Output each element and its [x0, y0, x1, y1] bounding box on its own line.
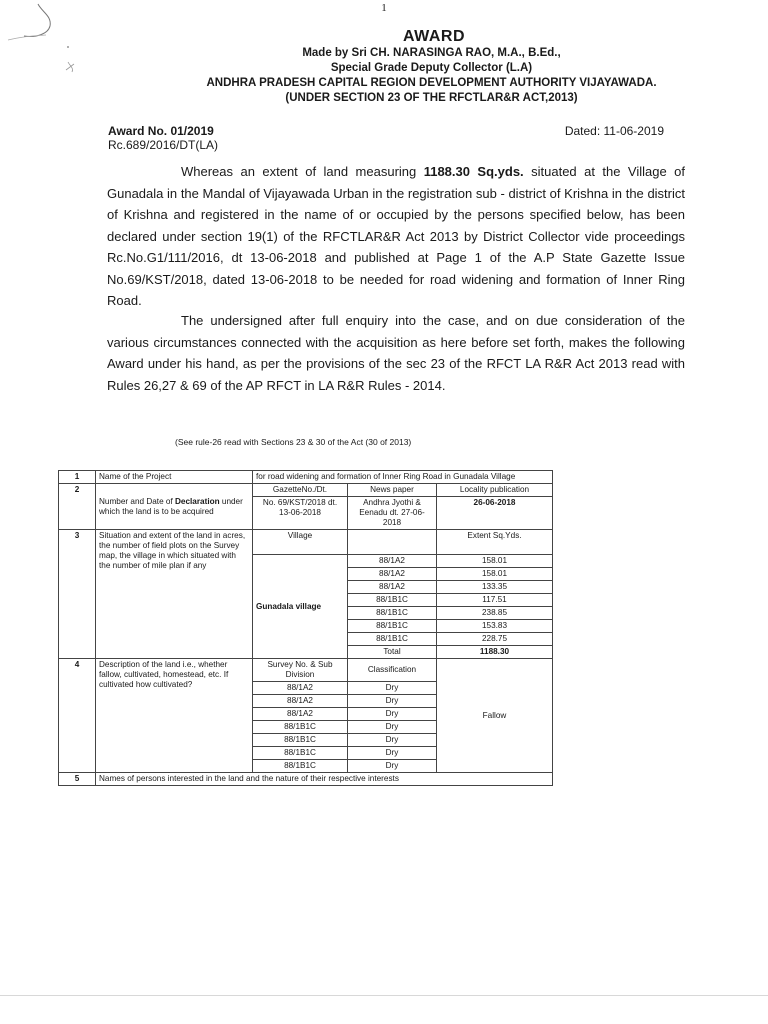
total-extent: 1188.30	[437, 646, 553, 659]
column-header: GazetteNo./Dt.	[253, 484, 348, 497]
table-row	[59, 659, 553, 682]
header-line-officer: Made by Sri CH. NARASINGA RAO, M.A., B.Ed.,	[302, 47, 561, 59]
table-row	[59, 773, 553, 786]
extent-value: 228.75	[437, 633, 553, 646]
row-label	[96, 484, 253, 530]
extent-value: 238.85	[437, 607, 553, 620]
classification: Dry	[348, 734, 437, 747]
row-number: 1	[59, 471, 96, 484]
column-header: Classification	[348, 659, 437, 682]
award-number: Award No. 01/2019	[108, 124, 214, 138]
paragraph-whereas	[107, 161, 685, 312]
reference-number: Rc.689/2016/DT(LA)	[108, 138, 219, 152]
award-details-table	[58, 470, 553, 786]
project-name: for road widening and formation of Inner Ring Road in Gunadala Village	[253, 471, 553, 484]
header-line-designation: Special Grade Deputy Collector (L.A)	[330, 62, 533, 74]
extent-value: 153.83	[437, 620, 553, 633]
survey-number: 88/1A2	[253, 682, 348, 695]
survey-number: 88/1B1C	[253, 760, 348, 773]
blank-cell	[348, 530, 437, 555]
land-status: Fallow	[437, 659, 553, 773]
survey-number: 88/1A2	[253, 708, 348, 721]
label-declaration: Declaration	[175, 496, 220, 506]
row-number: 3	[59, 530, 96, 659]
survey-number: 88/1A2	[348, 581, 437, 594]
column-header: Survey No. & Sub Division	[253, 659, 348, 682]
column-header: News paper	[348, 484, 437, 497]
extent-value: 133.35	[437, 581, 553, 594]
p1-extent: 1188.30 Sq.yds.	[423, 164, 524, 179]
row-number: 4	[59, 659, 96, 773]
classification: Dry	[348, 760, 437, 773]
survey-number: 88/1A2	[253, 695, 348, 708]
survey-number: 88/1B1C	[348, 594, 437, 607]
locality-date: 26-06-2018	[437, 497, 553, 530]
row-number: 5	[59, 773, 96, 786]
rule-note: (See rule-26 read with Sections 23 & 30 of the Act (30 of 2013)	[175, 437, 412, 447]
p1-lead: Whereas an extent of land measuring	[181, 164, 424, 179]
row-label: Description of the land i.e., whether fallow, cultivated, homestead, etc. If cultivated how cultivated?	[96, 659, 253, 773]
page-number: 1	[381, 2, 387, 14]
award-date: Dated: 11-06-2019	[564, 124, 664, 138]
extent-value: 158.01	[437, 555, 553, 568]
document-title: AWARD	[402, 28, 466, 45]
row-number: 2	[59, 484, 96, 530]
award-meta	[108, 124, 664, 152]
total-label: Total	[348, 646, 437, 659]
row-label: Name of the Project	[96, 471, 253, 484]
header-line-authority: ANDHRA PRADESH CAPITAL REGION DEVELOPMENT AUTHORITY VIJAYAWADA.	[206, 77, 657, 89]
survey-number: 88/1A2	[348, 555, 437, 568]
table-row	[59, 530, 553, 555]
newspaper-value: Andhra Jyothi & Eenadu dt. 27-06-2018	[348, 497, 437, 530]
column-header: Locality publication	[437, 484, 553, 497]
scan-edge-divider	[0, 995, 768, 996]
survey-number: 88/1B1C	[348, 633, 437, 646]
gazette-value: No. 69/KST/2018 dt. 13-06-2018	[253, 497, 348, 530]
label-part: Number and Date of	[99, 496, 176, 506]
header-line-section: (UNDER SECTION 23 OF THE RFCTLAR&R ACT,2013)	[285, 92, 578, 104]
survey-number: 88/1B1C	[253, 734, 348, 747]
extent-value: 158.01	[437, 568, 553, 581]
classification: Dry	[348, 747, 437, 760]
classification: Dry	[348, 721, 437, 734]
column-header: Extent Sq.Yds.	[437, 530, 553, 555]
survey-number: 88/1B1C	[348, 607, 437, 620]
column-header: Village	[253, 530, 348, 555]
classification: Dry	[348, 682, 437, 695]
survey-number: 88/1B1C	[253, 747, 348, 760]
survey-number: 88/1B1C	[253, 721, 348, 734]
village-name: Gunadala village	[253, 555, 348, 659]
p1-rest: situated at the Village of Gunadala in the Mandal of Vijayawada Urban in the registration sub - district of Krishna in the district of Krishna and registered in the name of or occupied by the persons specified below, has been declared under section 19(1) of the RFCTLAR&R Act 2013 by District Collector vide proceedings Rc.No.G1/111/2016, dt 13-06-2018 and published at Page 1 of the A.P State Gazette Issue No.69/KST/2018, dated 13-06-2018 to be needed for road widening and formation of Inner Ring Road.	[107, 164, 685, 308]
table-row	[59, 471, 553, 484]
classification: Dry	[348, 708, 437, 721]
extent-value: 117.51	[437, 594, 553, 607]
row-label: Names of persons interested in the land and the nature of their respective interests	[96, 773, 553, 786]
classification: Dry	[348, 695, 437, 708]
survey-number: 88/1B1C	[348, 620, 437, 633]
paragraph-undersigned: The undersigned after full enquiry into the case, and on due consideration of the various circumstances connected with the acquisition as here before set forth, makes the following Award under his hand, as per the provisions of the sec 23 of the RFCT LA R&R Act 2013 read with Rules 26,27 & 69 of the AP RFCT in LA R&R Rules - 2014.	[107, 313, 685, 393]
award-header	[0, 28, 768, 106]
row-label: Situation and extent of the land in acres, the number of field plots on the Survey map, the village in which situated with the number of mile plan if any	[96, 530, 253, 659]
label-part: under which the land is to be acquired	[99, 496, 243, 516]
table-row	[59, 484, 553, 497]
survey-number: 88/1A2	[348, 568, 437, 581]
